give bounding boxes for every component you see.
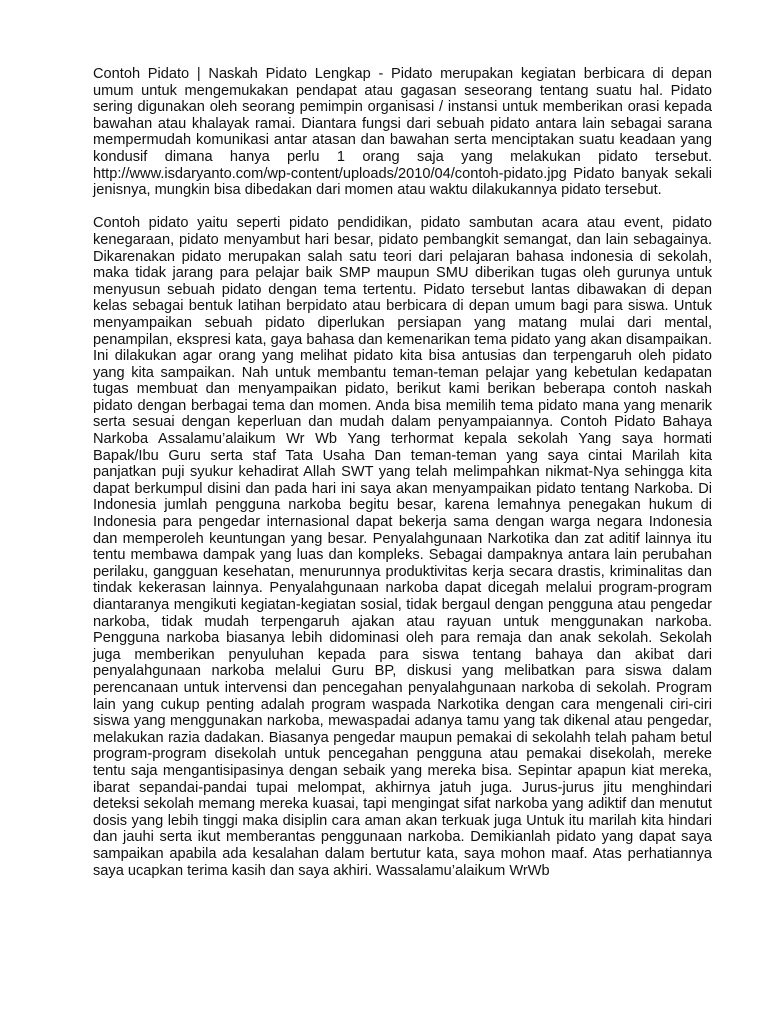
paragraph-intro: Contoh Pidato | Naskah Pidato Lengkap - Pidato merupakan kegiatan berbicara di depan umum untuk mengemukakan pendapat atau gagasan seseorang tentang suatu hal. Pidato sering digunakan oleh seorang pemimpin organisasi / instansi untuk memberikan orasi kepada bawahan atau khalayak ramai. Diantara fungsi dari sebuah pidato antara lain sebagai sarana mempermudah komunikasi antar atasan dan bawahan serta menciptakan suatu keadaan yang kondusif dimana hanya perlu 1 orang saja yang melakukan pidato tersebut. http://www.isdaryanto.com/wp-content/uploads/2010/04/contoh-pidato.jpg Pidato banyak sekali jenisnya, mungkin bisa dibedakan dari momen atau waktu dilakukannya pidato tersebut.: [93, 66, 712, 199]
paragraph-main: Contoh pidato yaitu seperti pidato pendidikan, pidato sambutan acara atau event, pidato kenegaraan, pidato menyambut hari besar, pidato pembangkit semangat, dan lain sebagainya. Dikarenakan pidato merupakan salah satu teori dari pelajaran bahasa indonesia di sekolah, maka tidak jarang para pelajar baik SMP maupun SMU diberikan tugas oleh gurunya untuk menyusun sebuah pidato dengan tema tertentu. Pidato tersebut lantas dibawakan di depan kelas sebagai bentuk latihan berpidato atau berbicara di depan umum bagi para siswa. Untuk menyampaikan sebuah pidato diperlukan persiapan yang matang mulai dari mental, penampilan, ekspresi kata, gaya bahasa dan kemenarikan tema pidato yang akan disampaikan. Ini dilakukan agar orang yang melihat pidato kita bisa antusias dan terpengaruh oleh pidato yang kita sampaikan. Nah untuk membantu teman-teman pelajar yang kebetulan kedapatan tugas membuat dan menyampaikan pidato, berikut kami berikan beberapa contoh naskah pidato dengan berbagai tema dan momen. Anda bisa memilih tema pidato mana yang menarik serta sesuai dengan keperluan dan mudah dalam penyampaiannya. Contoh Pidato Bahaya Narkoba Assalamu’alaikum Wr Wb Yang terhormat kepala sekolah Yang saya hormati Bapak/Ibu Guru serta staf Tata Usaha Dan teman-teman yang saya cintai Marilah kita panjatkan puji syukur kehadirat Allah SWT yang telah melimpahkan nikmat-Nya sehingga kita dapat berkumpul disini dan pada hari ini saya akan menyampaikan pidato tentang Narkoba. Di Indonesia jumlah pengguna narkoba begitu besar, karena lemahnya penegakan hukum di Indonesia para pengedar internasional dapat bekerja sama dengan warga negara Indonesia dan memperoleh keuntungan yang besar. Penyalahgunaan Narkotika dan zat aditif lainnya itu tentu membawa dampak yang luas dan kompleks. Sebagai dampaknya antara lain perubahan perilaku, gangguan kesehatan, menurunnya produktivitas kerja secara drastis, kriminalitas dan tindak kekerasan lainnya. Penyalahgunaan narkoba dapat dicegah melalui program-program diantaranya mengikuti kegiatan-kegiatan sosial, tidak bergaul dengan pengguna atau pengedar narkoba, tidak mudah terpengaruh ajakan atau rayuan untuk menggunakan narkoba. Pengguna narkoba biasanya lebih didominasi oleh para remaja dan anak sekolah. Sekolah juga memberikan penyuluhan kepada para siswa tentang bahaya dan akibat dari penyalahgunaan narkoba melalui Guru BP, diskusi yang melibatkan para siswa dalam perencanaan untuk intervensi dan pencegahan penyalahgunaan narkoba di sekolah. Program lain yang cukup penting adalah program waspada Narkotika dengan cara mengenali ciri-ciri siswa yang menggunakan narkoba, mewaspadai adanya tamu yang tak dikenal atau pengedar, melakukan razia dadakan. Biasanya pengedar maupun pemakai di sekolahh telah paham betul program-program disekolah untuk pencegahan pengguna atau pemakai disekolah, mereke tentu saja mengantisipasinya dengan sebaik yang mereka bisa. Sepintar apapun kiat mereka, ibarat sepandai-pandai tupai melompat, akhirnya jatuh juga. Jurus-jurus jitu menghindari deteksi sekolah memang mereka kuasai, tapi mengingat sifat narkoba yang adiktif dan menutut dosis yang lebih tinggi maka disiplin cara aman akan terkuak juga Untuk itu marilah kita hindari dan jauhi serta ikut memberantas penggunaan narkoba. Demikianlah pidato yang dapat saya sampaikan apabila ada kesalahan dalam bertutur kata, saya mohon maaf. Atas perhatiannya saya ucapkan terima kasih dan saya akhiri. Wassalamu’alaikum WrWb: [93, 215, 713, 879]
